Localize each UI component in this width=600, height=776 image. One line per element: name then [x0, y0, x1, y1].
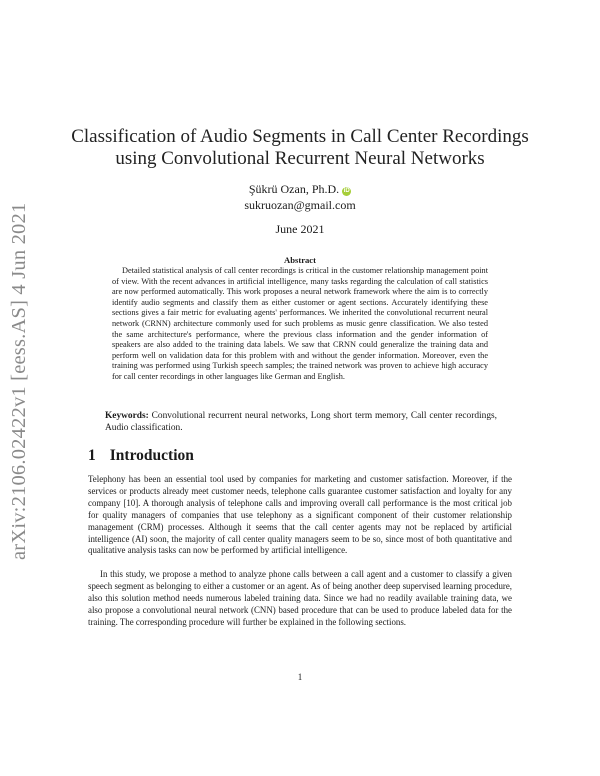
author-email: sukruozan@gmail.com	[244, 198, 356, 212]
intro-paragraph: Telephony has been an essential tool used by companies for marketing and customer satisfaction. Moreover, if the services or products already meet customer needs, telephone calls guarantee customer satisfaction and loyalty for any company [10]. A thorough analysis of telephone calls and improving overall call performance is the most critical job for quality managers of companies that use telephony as a significant component of their customer relationship management (CRM) processes. Although it seems that the call center agents may not be replaced by artificial intelligence (AI) soon, the majority of call center quality managers seem to be so, since most of both quantitative and qualitative analysis tasks can now be performed by artificial intelligence.	[88, 474, 512, 556]
orcid-icon[interactable]: iD	[343, 188, 350, 194]
keywords-label: Keywords:	[105, 411, 149, 421]
page-number: 1	[297, 672, 303, 682]
arxiv-identifier-stamp: arXiv:2106.02422v1 [eess.AS] 4 Jun 2021	[8, 202, 30, 560]
author-name: Şükrü Ozan, Ph.D.	[248, 182, 340, 196]
section-heading	[88, 447, 194, 465]
author-line	[0, 182, 600, 196]
abstract-heading: Abstract	[284, 255, 316, 265]
section-number: 1	[88, 447, 96, 464]
keywords-list: Convolutional recurrent neural networks, Long short term memory, Call center recordings, Audio classification.	[105, 411, 498, 434]
section-title: Introduction	[109, 447, 194, 464]
publication-date: June 2021	[275, 222, 325, 236]
keywords	[105, 410, 497, 435]
intro-paragraph: In this study, we propose a method to analyze phone calls between a call agent and a customer to classify a given speech segment as belonging to either a customer or an agent. As of being another deep supervised learning procedure, also this solution method needs numerous labeled training data. Since we had no readily available training data, we also propose a convolutional neural network (CNN) based procedure that can be used to produce labeled data for the training. The corresponding procedure will further be explained in the following sections.	[88, 569, 512, 627]
abstract-body: Detailed statistical analysis of call center recordings is critical in the customer relationship management point of view. With the recent advances in artificial intelligence, many tasks regarding the calculation of call statistics are now performed automatically. This work proposes a neural network framework where the aim is to correctly identify audio segments and classify them as either customer or agent sections. Accurately identifying these sections gives a fair metric for evaluating agents' performances. We inherited the convolutional recurrent neural network (CRNN) architecture commonly used for such problems as music genre classification. We also tested the same architecture's performance, where the previous class information and the gender information of speakers are also added to the training data labels. We saw that CRNN could generalize the training data and perform well on validation data for this problem with and without the gender information. Moreover, even the training was performed using Turkish speech samples; the trained network was proven to achieve high accuracy for call center recordings in other languages like German and English.	[112, 266, 488, 381]
paper-title: Classification of Audio Segments in Call Center Recordings using Convolutional Recurrent Neural Networks	[71, 126, 529, 169]
